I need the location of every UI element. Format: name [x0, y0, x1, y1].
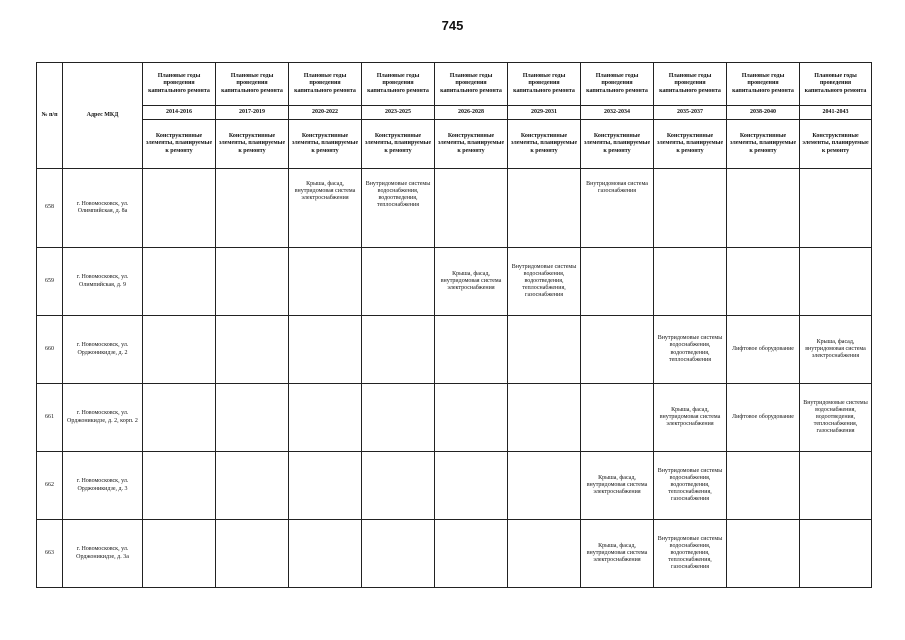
work-cell: [216, 384, 289, 452]
work-cell: Внутридомовая система газоснабжения: [581, 169, 654, 248]
row-address: г. Новомосковск, ул. Орджоникидзе, д. 3: [63, 452, 143, 520]
work-cell: [289, 316, 362, 384]
work-cell: [362, 520, 435, 588]
work-cell: [581, 316, 654, 384]
table-body: [37, 169, 872, 588]
work-cell: [435, 520, 508, 588]
row-number: 662: [37, 452, 63, 520]
header-num: № п/п: [37, 63, 63, 169]
work-cell: [581, 384, 654, 452]
work-cell: Лифтовое оборудование: [727, 384, 800, 452]
work-cell: [727, 452, 800, 520]
row-address: г. Новомосковск, ул. Орджоникидзе, д. 2: [63, 316, 143, 384]
work-cell: [143, 169, 216, 248]
work-cell: [508, 520, 581, 588]
table-row: [37, 248, 872, 316]
work-cell: Крыша, фасад, внутридомовая система электроснабжения: [435, 248, 508, 316]
header-period-title: Плановые годы проведения капитального ремонта: [289, 63, 362, 106]
work-cell: Внутридомовые системы водоснабжения, водоотведения, теплоснабжения, газоснабжения: [800, 384, 872, 452]
header-elements: Конструктивные элементы, планируемые к ремонту: [289, 120, 362, 169]
work-cell: Внутридомовые системы водоснабжения, водоотведения, теплоснабжения, газоснабжения: [654, 452, 727, 520]
work-cell: [727, 520, 800, 588]
work-cell: [143, 452, 216, 520]
header-row-elements: [37, 120, 872, 169]
header-elements: Конструктивные элементы, планируемые к ремонту: [216, 120, 289, 169]
header-period-title: Плановые годы проведения капитального ремонта: [508, 63, 581, 106]
work-cell: [435, 169, 508, 248]
work-cell: Лифтовое оборудование: [727, 316, 800, 384]
work-cell: Крыша, фасад, внутридомовая система электроснабжения: [581, 452, 654, 520]
row-number: 658: [37, 169, 63, 248]
work-cell: [362, 452, 435, 520]
work-cell: [727, 169, 800, 248]
work-cell: [143, 248, 216, 316]
work-cell: [508, 169, 581, 248]
work-cell: [435, 316, 508, 384]
header-elements: Конструктивные элементы, планируемые к ремонту: [654, 120, 727, 169]
page-number: 745: [441, 18, 464, 33]
work-cell: [800, 452, 872, 520]
header-address: Адрес МКД: [63, 63, 143, 169]
work-cell: [216, 316, 289, 384]
work-cell: [143, 520, 216, 588]
work-cell: [289, 520, 362, 588]
header-years: 2035-2037: [654, 106, 727, 120]
header-row-years: [37, 106, 872, 120]
header-period-title: Плановые годы проведения капитального ремонта: [435, 63, 508, 106]
row-number: 661: [37, 384, 63, 452]
header-period-title: Плановые годы проведения капитального ремонта: [581, 63, 654, 106]
work-cell: [289, 452, 362, 520]
work-cell: Внутридомовые системы водоснабжения, водоотведения, теплоснабжения, газоснабжения: [654, 520, 727, 588]
work-cell: [508, 384, 581, 452]
header-period-title: Плановые годы проведения капитального ремонта: [362, 63, 435, 106]
header-period-title: Плановые годы проведения капитального ремонта: [143, 63, 216, 106]
header-elements: Конструктивные элементы, планируемые к ремонту: [362, 120, 435, 169]
work-cell: [216, 520, 289, 588]
work-cell: [362, 316, 435, 384]
work-cell: Крыша, фасад, внутридомовая система электроснабжения: [581, 520, 654, 588]
header-elements: Конструктивные элементы, планируемые к ремонту: [143, 120, 216, 169]
work-cell: [216, 248, 289, 316]
header-years: 2026-2028: [435, 106, 508, 120]
header-years: 2038-2040: [727, 106, 800, 120]
work-cell: [289, 248, 362, 316]
work-cell: [362, 248, 435, 316]
header-period-title: Плановые годы проведения капитального ремонта: [216, 63, 289, 106]
header-years: 2041-2043: [800, 106, 872, 120]
work-cell: Внутридомовые системы водоснабжения, водоотведения, теплоснабжения: [362, 169, 435, 248]
header-years: 2023-2025: [362, 106, 435, 120]
row-address: г. Новомосковск, ул. Орджоникидзе, д. 2, корп. 2: [63, 384, 143, 452]
table-row: [37, 316, 872, 384]
header-years: 2032-2034: [581, 106, 654, 120]
work-cell: [727, 248, 800, 316]
work-cell: [143, 384, 216, 452]
work-cell: [581, 248, 654, 316]
header-row-periods: [37, 63, 872, 106]
header-elements: Конструктивные элементы, планируемые к ремонту: [508, 120, 581, 169]
work-cell: [654, 169, 727, 248]
table-row: [37, 384, 872, 452]
row-number: 660: [37, 316, 63, 384]
work-cell: Крыша, фасад, внутридомовая система электроснабжения: [800, 316, 872, 384]
work-cell: [216, 452, 289, 520]
header-period-title: Плановые годы проведения капитального ремонта: [727, 63, 800, 106]
row-number: 663: [37, 520, 63, 588]
work-cell: [216, 169, 289, 248]
header-years: 2017-2019: [216, 106, 289, 120]
table-row: [37, 520, 872, 588]
work-cell: [508, 452, 581, 520]
header-period-title: Плановые годы проведения капитального ремонта: [800, 63, 872, 106]
work-cell: [508, 316, 581, 384]
header-years: 2020-2022: [289, 106, 362, 120]
repair-plan-table: [36, 62, 872, 588]
work-cell: Внутридомовые системы водоснабжения, водоотведения, теплоснабжения, газоснабжения: [508, 248, 581, 316]
row-number: 659: [37, 248, 63, 316]
work-cell: [435, 384, 508, 452]
row-address: г. Новомосковск, ул. Олимпийская, д. 9: [63, 248, 143, 316]
header-elements: Конструктивные элементы, планируемые к ремонту: [800, 120, 872, 169]
work-cell: [800, 520, 872, 588]
header-elements: Конструктивные элементы, планируемые к ремонту: [581, 120, 654, 169]
row-address: г. Новомосковск, ул. Орджоникидзе, д. 3а: [63, 520, 143, 588]
row-address: г. Новомосковск, ул. Олимпийская, д. 8а: [63, 169, 143, 248]
header-years: 2029-2031: [508, 106, 581, 120]
work-cell: Внутридомовые системы водоснабжения, водоотведения, теплоснабжения: [654, 316, 727, 384]
work-cell: [289, 384, 362, 452]
table-row: [37, 169, 872, 248]
header-elements: Конструктивные элементы, планируемые к ремонту: [727, 120, 800, 169]
work-cell: [800, 169, 872, 248]
table-row: [37, 452, 872, 520]
work-cell: [143, 316, 216, 384]
work-cell: Крыша, фасад, внутридомовая система электроснабжения: [654, 384, 727, 452]
work-cell: [362, 384, 435, 452]
header-years: 2014-2016: [143, 106, 216, 120]
work-cell: [435, 452, 508, 520]
header-period-title: Плановые годы проведения капитального ремонта: [654, 63, 727, 106]
work-cell: Крыша, фасад, внутридомовая система электроснабжения: [289, 169, 362, 248]
work-cell: [800, 248, 872, 316]
work-cell: [654, 248, 727, 316]
header-elements: Конструктивные элементы, планируемые к ремонту: [435, 120, 508, 169]
